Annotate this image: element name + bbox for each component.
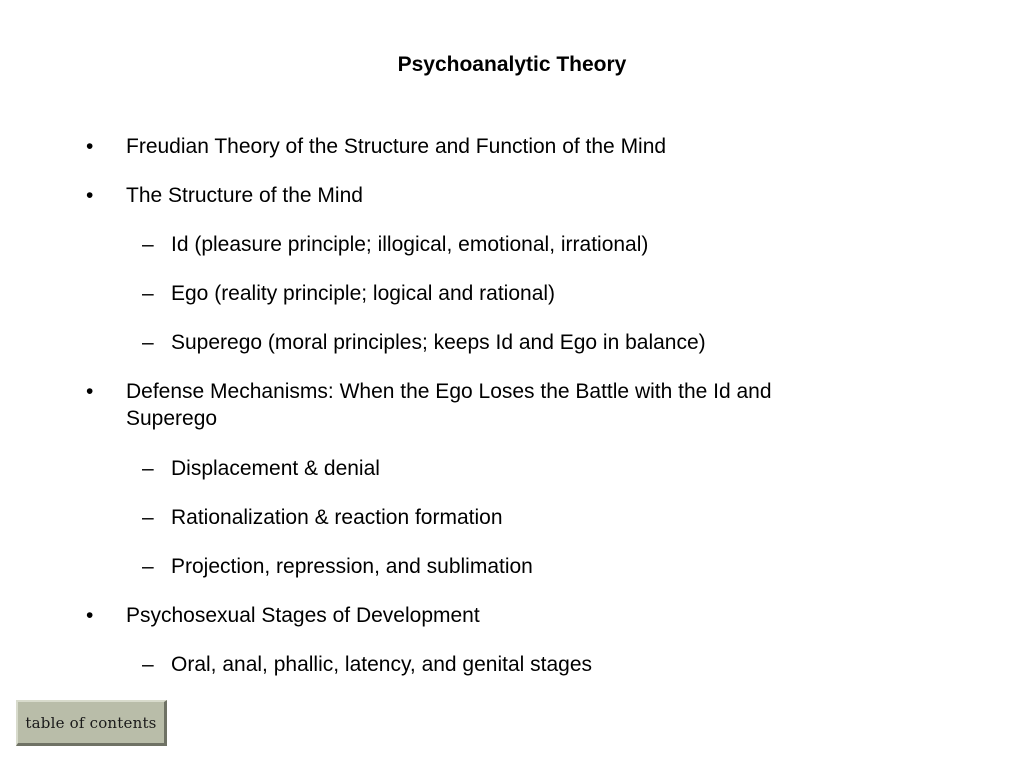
bullet-text-continuation: Superego — [126, 407, 218, 430]
sub-bullet-text: Displacement & denial — [171, 457, 380, 480]
bullet-marker: • — [86, 135, 94, 158]
bullet-text: The Structure of the Mind — [126, 184, 363, 207]
sub-bullet-item — [0, 330, 1024, 356]
slide-title: Psychoanalytic Theory — [397, 53, 627, 76]
bullet-item — [0, 379, 1024, 405]
sub-bullet-text: Rationalization & reaction formation — [171, 506, 503, 529]
bullet-marker: • — [86, 184, 94, 207]
dash-marker: – — [142, 233, 154, 256]
bullet-item — [0, 603, 1024, 629]
dash-marker: – — [142, 555, 154, 578]
sub-bullet-item — [0, 456, 1024, 482]
sub-bullet-item — [0, 505, 1024, 531]
dash-marker: – — [142, 653, 154, 676]
sub-bullet-text: Superego (moral principles; keeps Id and Ego in balance) — [171, 331, 706, 354]
dash-marker: – — [142, 457, 154, 480]
sub-bullet-item — [0, 232, 1024, 258]
bullet-item — [0, 183, 1024, 209]
bullet-text: Freudian Theory of the Structure and Function of the Mind — [126, 135, 667, 158]
table-of-contents-button[interactable]: table of contents — [16, 700, 167, 746]
bullet-text: Defense Mechanisms: When the Ego Loses the Battle with the Id and — [126, 380, 772, 403]
bullet-marker: • — [86, 604, 94, 627]
sub-bullet-item — [0, 652, 1024, 678]
sub-bullet-text: Oral, anal, phallic, latency, and genital stages — [171, 653, 593, 676]
dash-marker: – — [142, 331, 154, 354]
bullet-item — [0, 134, 1024, 160]
sub-bullet-text: Projection, repression, and sublimation — [171, 555, 533, 578]
bullet-text: Psychosexual Stages of Development — [126, 604, 480, 627]
bullet-marker: • — [86, 380, 94, 403]
sub-bullet-item — [0, 281, 1024, 307]
sub-bullet-item — [0, 554, 1024, 580]
dash-marker: – — [142, 506, 154, 529]
dash-marker: – — [142, 282, 154, 305]
sub-bullet-text: Ego (reality principle; logical and rational) — [171, 282, 556, 305]
sub-bullet-text: Id (pleasure principle; illogical, emotional, irrational) — [171, 233, 649, 256]
